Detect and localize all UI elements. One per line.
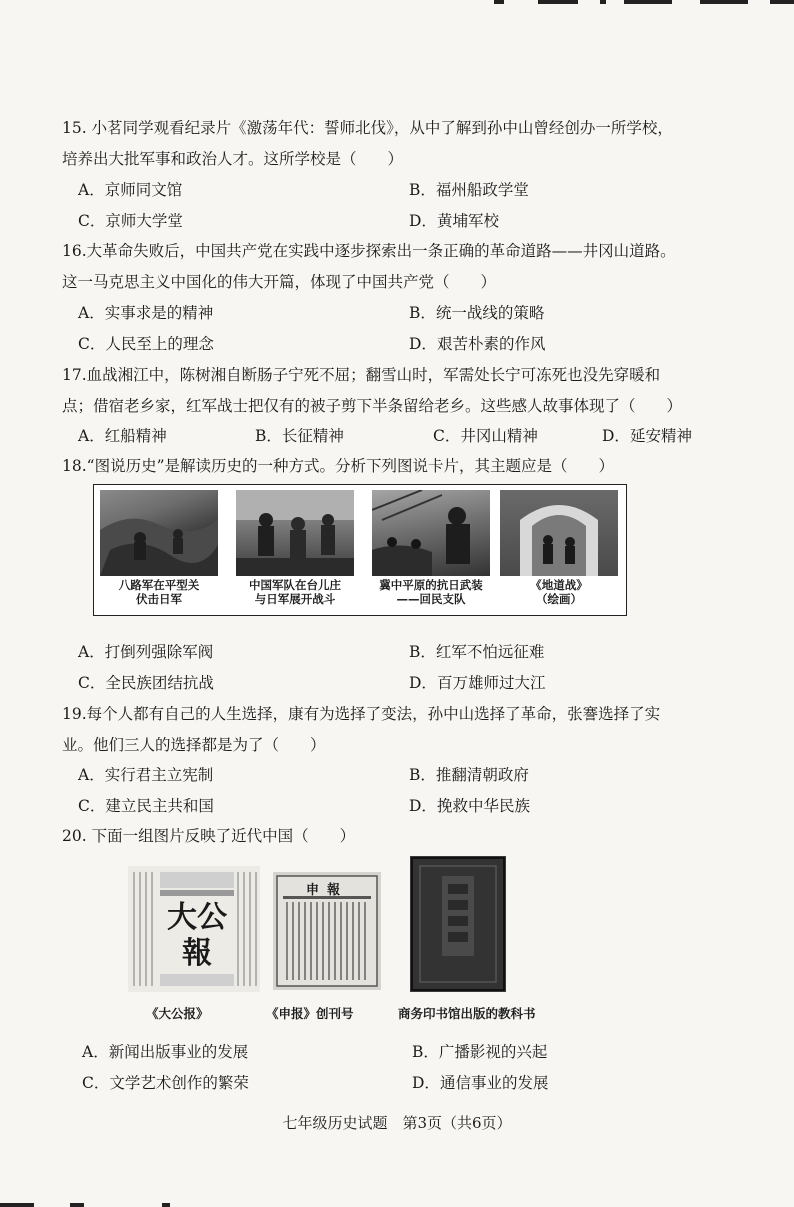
q17-line-1: 17.血战湘江中，陈树湘自断肠子宁死不屈；翻雪山时，军需处长宁可冻死也没先穿暖和: [62, 366, 661, 384]
q17-option-b[interactable]: B．长征精神: [255, 427, 344, 445]
q18-card-2-caption: 中国军队在台儿庄 与日军展开战斗: [249, 578, 341, 606]
q16-option-d[interactable]: D．艰苦朴素的作风: [409, 335, 546, 353]
q18-picture-cards: [93, 484, 627, 616]
q20-caption-shenbao: 《申报》创刊号: [266, 1006, 354, 1021]
q17-option-d[interactable]: D．延安精神: [602, 427, 692, 445]
q18-photo-taierzhuang: [236, 490, 354, 576]
q16-line-1: 16.大革命失败后，中国共产党在实践中逐步探索出一条正确的革命道路——井冈山道路。: [62, 242, 676, 260]
q16-option-a[interactable]: A．实事求是的精神: [78, 304, 214, 322]
q20-option-a[interactable]: A．新闻出版事业的发展: [82, 1043, 249, 1061]
q20-caption-dagongbao: 《大公报》: [146, 1006, 209, 1021]
q18-card-4: [500, 490, 618, 606]
q20-dagongbao-masthead: 大公報: [167, 900, 227, 971]
q18-card-4-caption: 《地道战》 （绘画）: [530, 578, 588, 606]
q18-card-1: [100, 490, 218, 606]
q20-option-b[interactable]: B．广播影视的兴起: [412, 1043, 548, 1061]
q18-card-2: [236, 490, 354, 606]
q17-line-2: 点；借宿老乡家，红军战士把仅有的被子剪下半条留给老乡。这些感人故事体现了（ ）: [62, 397, 683, 415]
q18-option-a[interactable]: A．打倒列强除军阀: [78, 643, 214, 661]
q20-image-dagongbao: [128, 866, 260, 992]
q15-line-2: 培养出大批军事和政治人才。这所学校是（ ）: [62, 150, 404, 168]
q19-line-2: 业。他们三人的选择都是为了（ ）: [62, 736, 326, 754]
q18-card-3: [372, 490, 490, 606]
q15-line-1: 15. 小茗同学观看纪录片《激荡年代：誓师北伐》，从中了解到孙中山曾经创办一所学校，: [62, 119, 673, 137]
q16-option-b[interactable]: B．统一战线的策略: [409, 304, 545, 322]
q19-option-a[interactable]: A．实行君主立宪制: [78, 766, 214, 784]
q18-card-3-caption: 冀中平原的抗日武装 ——回民支队: [379, 578, 483, 606]
q19-option-d[interactable]: D．挽救中华民族: [409, 797, 530, 815]
page-footer: 七年级历史试题 第3页（共6页）: [282, 1114, 512, 1132]
q18-photo-huimin-detachment: [372, 490, 490, 576]
q18-option-b[interactable]: B．红军不怕远征难: [409, 643, 545, 661]
q20-caption-textbook: 商务印书馆出版的教科书: [398, 1006, 536, 1021]
q19-option-b[interactable]: B．推翻清朝政府: [409, 766, 529, 784]
q20-option-d[interactable]: D．通信事业的发展: [412, 1074, 549, 1092]
q15-option-a[interactable]: A．京师同文馆: [78, 181, 183, 199]
q19-line-1: 19.每个人都有自己的人生选择，康有为选择了变法，孙中山选择了革命，张謇选择了实: [62, 705, 661, 723]
q15-option-c[interactable]: C．京师大学堂: [78, 212, 183, 230]
q15-option-d[interactable]: D．黄埔军校: [409, 212, 499, 230]
q20-image-shenbao: [273, 872, 381, 990]
q20-line-1: 20. 下面一组图片反映了近代中国（ ）: [62, 827, 356, 845]
q20-image-textbook: [410, 856, 506, 992]
q17-option-a[interactable]: A．红船精神: [78, 427, 167, 445]
q20-option-c[interactable]: C．文学艺术创作的繁荣: [82, 1074, 249, 1092]
q17-option-c[interactable]: C．井冈山精神: [433, 427, 538, 445]
q18-line-1: 18.“图说历史”是解读历史的一种方式。分析下列图说卡片，其主题应是（ ）: [62, 457, 615, 475]
q18-photo-pingxingguan: [100, 490, 218, 576]
q18-option-c[interactable]: C．全民族团结抗战: [78, 674, 214, 692]
q18-option-d[interactable]: D．百万雄师过大江: [409, 674, 546, 692]
q18-card-1-caption: 八路军在平型关 伏击日军: [118, 578, 200, 606]
q15-option-b[interactable]: B．福州船政学堂: [409, 181, 529, 199]
q16-line-2: 这一马克思主义中国化的伟大开篇，体现了中国共产党（ ）: [62, 273, 497, 291]
q20-shenbao-masthead: 申報: [305, 883, 348, 898]
bottom-scan-marks: [0, 1201, 794, 1207]
q18-painting-tunnel-warfare: [500, 490, 618, 576]
q16-option-c[interactable]: C．人民至上的理念: [78, 335, 214, 353]
q19-option-c[interactable]: C．建立民主共和国: [78, 797, 214, 815]
